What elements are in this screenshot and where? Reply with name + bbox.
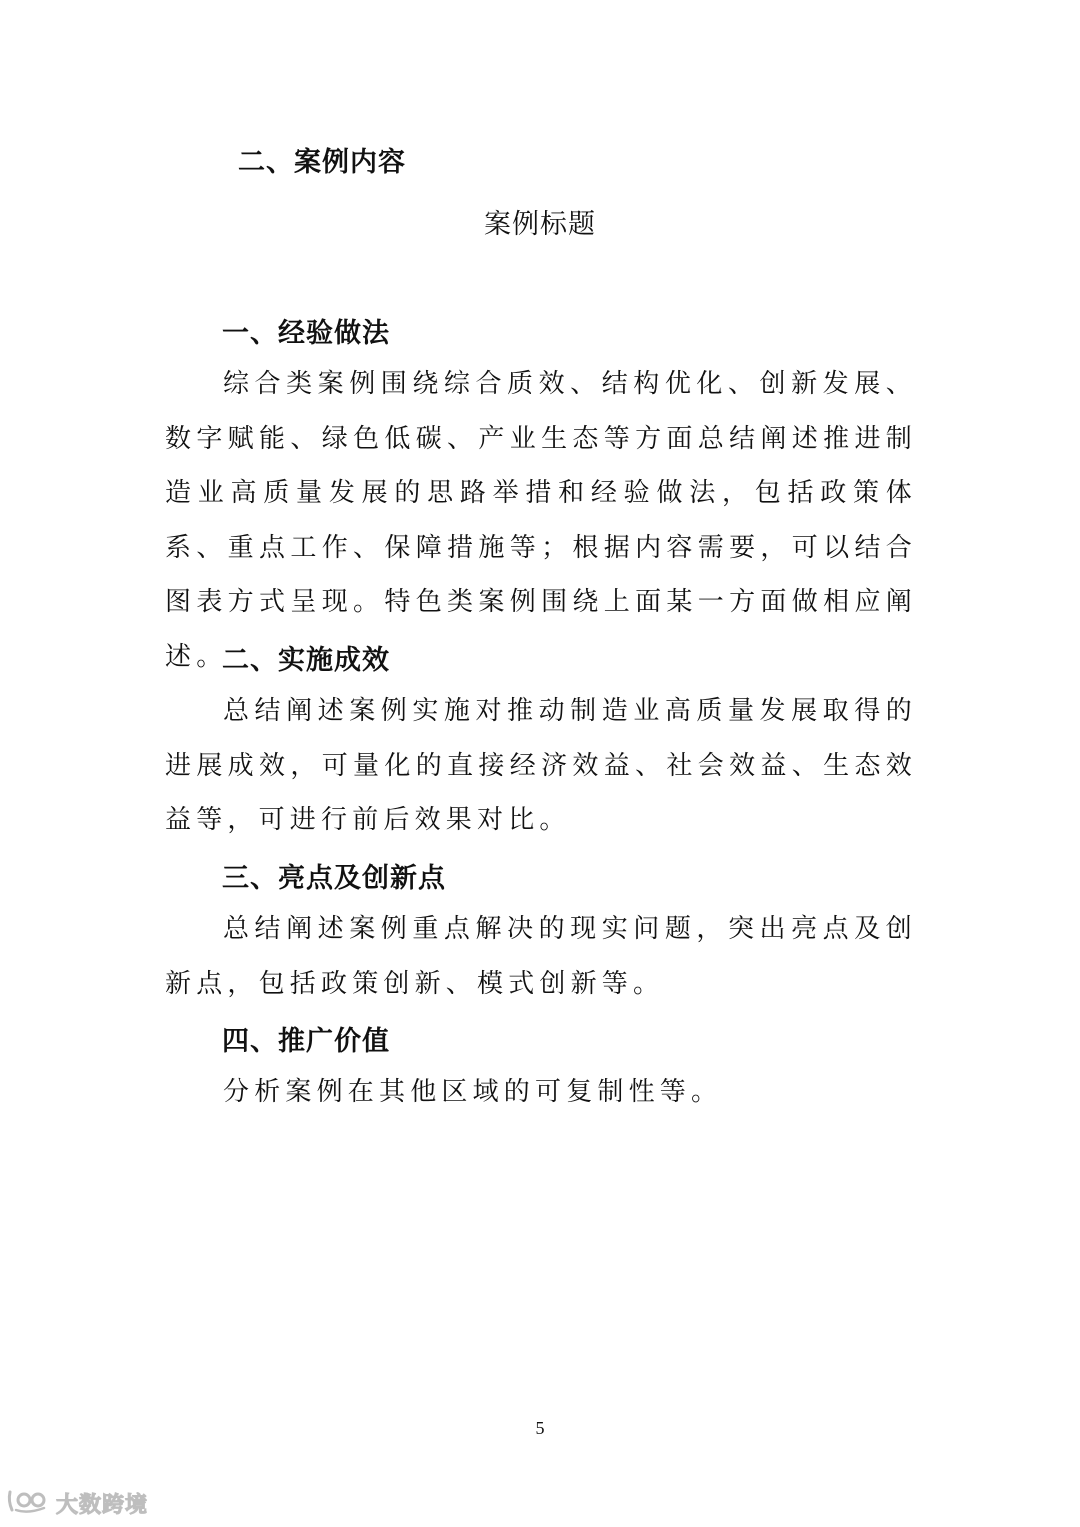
watermark-text: 大数跨境 [56, 1493, 149, 1518]
page-number: 5 [535, 1418, 545, 1438]
paragraph-promotion-value: 分析案例在其他区域的可复制性等。 [223, 1077, 723, 1107]
brand-logo-icon [6, 1488, 50, 1519]
case-title: 案例标题 [484, 209, 596, 240]
section-heading: 二、案例内容 [238, 147, 406, 178]
paragraph-highlights-innovations: 总结阐述案例重点解决的现实问题，突出亮点及创新点，包括政策创新、模式创新等。 [165, 914, 917, 999]
paragraph-experience-practices: 综合类案例围绕综合质效、结构优化、创新发展、数字赋能、绿色低碳、产业生态等方面总结阐述推进制造业高质量发展的思路举措和经验做法，包括政策体系、重点工作、保障措施等；根据内容需要，可以结合图表方式呈现。特色类案例围绕上面某一方面做相应阐述。 [165, 369, 917, 672]
heading-highlights-innovations: 三、亮点及创新点 [222, 863, 446, 894]
heading-implementation-results: 二、实施成效 [222, 645, 390, 676]
heading-experience-practices: 一、经验做法 [222, 318, 390, 349]
heading-promotion-value: 四、推广价值 [222, 1026, 390, 1057]
paragraph-implementation-results: 总结阐述案例实施对推动制造业高质量发展取得的进展成效，可量化的直接经济效益、社会效益、生态效益等，可进行前后效果对比。 [165, 696, 917, 835]
watermark [6, 1488, 148, 1519]
